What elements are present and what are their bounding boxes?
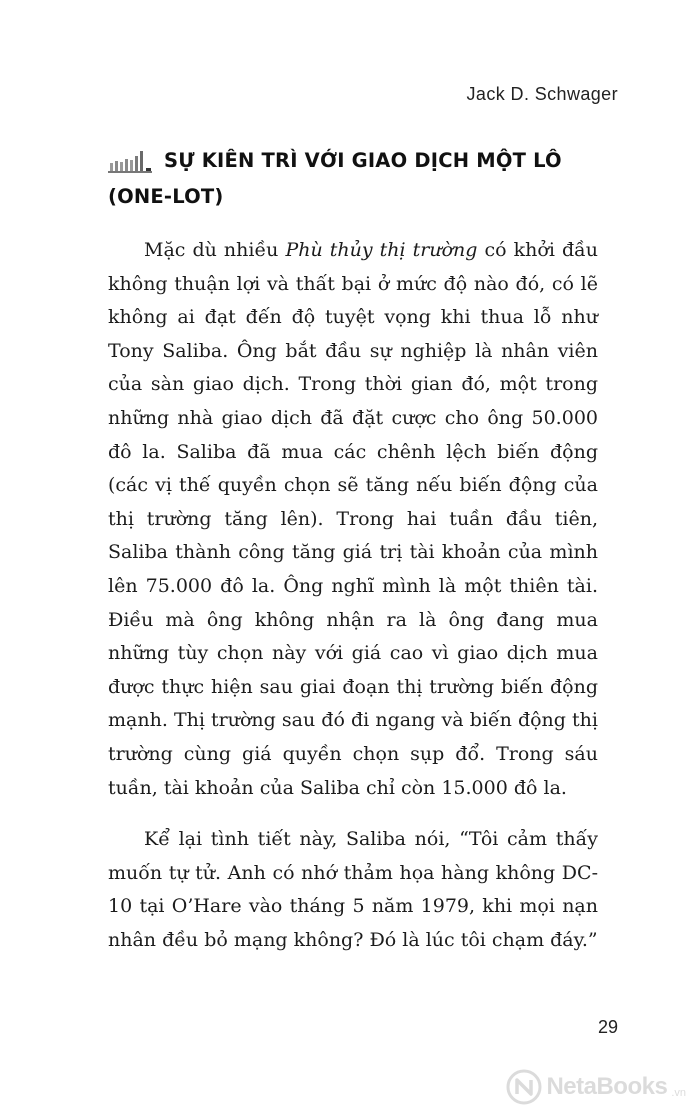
section-heading <box>108 143 628 215</box>
section-title <box>108 143 628 215</box>
bar-chart-icon <box>108 147 152 173</box>
running-head: Jack D. Schwager <box>466 84 618 104</box>
paragraph-1-rest: có khởi đầu không thuận lợi và thất bại ở mức độ nào đó, có lẽ không ai đạt đến độ tuyệt vọng khi thua lỗ như Tony Saliba. Ông bắt đầu sự nghiệp là nhân viên của sàn giao dịch. Trong thời gian đó, một trong những nhà giao dịch đã đặt cược cho ông 50.000 đô la. Saliba đã mua các chênh lệch biến động (các vị thế quyền chọn sẽ tăng nếu biến động của thị trường tăng lên). Trong hai tuần đầu tiên, Saliba thành công tăng giá trị tài khoản của mình lên 75.000 đô la. Ông nghĩ mình là một thiên tài. Điều mà ông không nhận ra là ông đang mua những tùy chọn này với giá cao vì giao dịch mua được thực hiện sau giai đoạn thị trường biến động mạnh. Thị trường sau đó đi ngang và biến động thị trường cùng giá quyền chọn sụp đổ. Trong sáu tuần, tài khoản của Saliba chỉ còn 15.000 đô la. <box>108 239 598 799</box>
watermark <box>506 1069 686 1105</box>
netabooks-logo-icon <box>506 1069 542 1105</box>
book-title-italic: Phù thủy thị trường <box>285 239 478 261</box>
body-text <box>108 234 598 957</box>
paragraph-2: Kể lại tình tiết này, Saliba nói, “Tôi cảm thấy muốn tự tử. Anh có nhớ thảm họa hàng không DC-10 tại O’Hare vào tháng 5 năm 1979, khi mọi nạn nhân đều bỏ mạng không? Đó là lúc tôi chạm đáy.” <box>108 828 598 951</box>
watermark-suffix: .vn <box>671 1087 686 1099</box>
watermark-brand: NetaBooks <box>546 1073 668 1100</box>
paragraph-1-start: Mặc dù nhiều <box>144 239 286 261</box>
section-title-line2: (ONE-LOT) <box>108 185 224 208</box>
paragraph-1 <box>108 234 598 805</box>
page-number: 29 <box>597 1017 618 1037</box>
section-title-line1: SỰ KIÊN TRÌ VỚI GIAO DỊCH MỘT LÔ <box>164 149 562 172</box>
